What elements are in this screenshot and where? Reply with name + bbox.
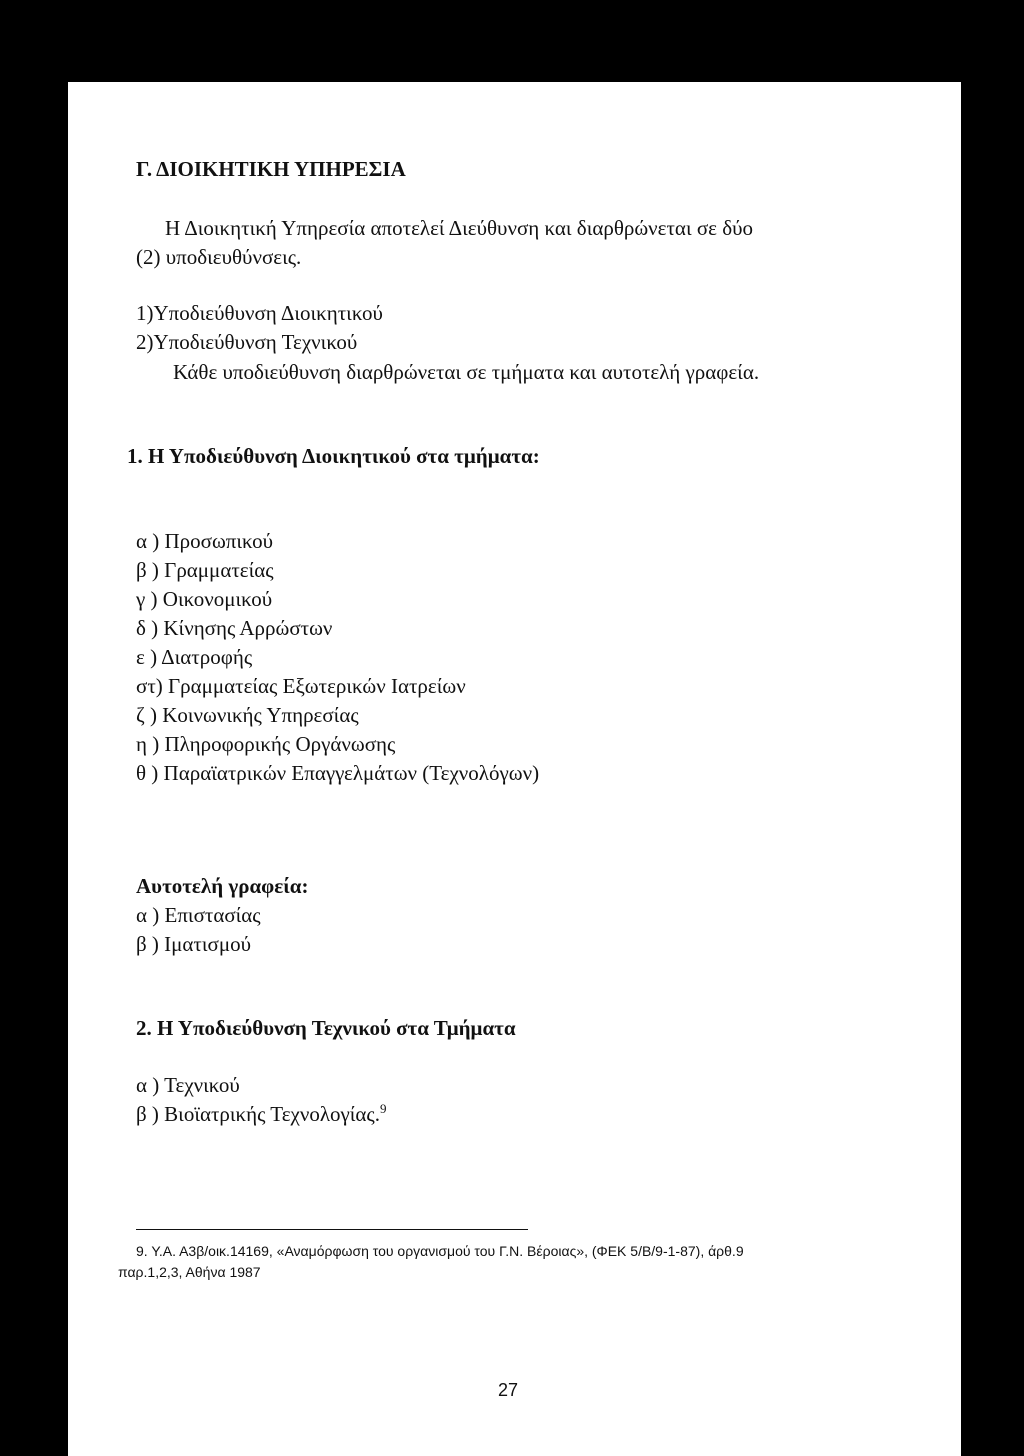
department-item: ζ ) Κοινωνικής Υπηρεσίας — [136, 703, 359, 727]
intro-line-1: Η Διοικητική Υπηρεσία αποτελεί Διεύθυνση και διαρθρώνεται σε δύο — [165, 216, 754, 240]
department-item: στ) Γραμματείας Εξωτερικών Ιατρείων — [136, 674, 466, 698]
department-item: γ ) Οικονομικού — [136, 587, 273, 611]
offices-title: Αυτοτελή γραφεία: — [136, 874, 309, 898]
document-page — [68, 82, 961, 1456]
office-item: α ) Επιστασίας — [136, 903, 261, 927]
subdirection-item: 2)Υποδιεύθυνση Τεχνικού — [136, 330, 358, 354]
footnote-line-2: παρ.1,2,3, Αθήνα 1987 — [118, 1264, 261, 1280]
structure-note: Κάθε υποδιεύθυνση διαρθρώνεται σε τμήματα και αυτοτελή γραφεία. — [173, 360, 760, 384]
department-item: δ ) Κίνησης Αρρώστων — [136, 616, 333, 640]
department-item: β ) Γραμματείας — [136, 558, 274, 582]
department-item-text: β ) Βιοϊατρικής Τεχνολογίας. — [136, 1102, 381, 1126]
department-item: θ ) Παραϊατρικών Επαγγελμάτων (Τεχνολόγων) — [136, 761, 540, 785]
subdirection-item: 1)Υποδιεύθυνση Διοικητικού — [136, 301, 383, 325]
footnote-divider — [136, 1229, 528, 1230]
footnote-reference: 9 — [380, 1101, 387, 1116]
page-number: 27 — [498, 1380, 519, 1400]
department-item: α ) Προσωπικού — [136, 529, 274, 553]
office-item: β ) Ιματισμού — [136, 932, 251, 956]
section-heading: Γ. ΔΙΟΙΚΗΤΙΚΗ ΥΠΗΡΕΣΙΑ — [136, 157, 406, 181]
department-item: η ) Πληροφορικής Οργάνωσης — [136, 732, 396, 756]
department-item: ε ) Διατροφής — [136, 645, 253, 669]
section2-title: 2. Η Υποδιεύθυνση Τεχνικού στα Τμήματα — [136, 1016, 516, 1040]
section1-title: 1. Η Υποδιεύθυνση Διοικητικού στα τμήματα: — [127, 444, 540, 468]
department-item — [136, 1101, 387, 1127]
intro-line-2: (2) υποδιευθύνσεις. — [136, 245, 302, 269]
department-item: α ) Τεχνικού — [136, 1073, 240, 1097]
footnote-line-1: 9. Υ.Α. Α3β/οικ.14169, «Αναμόρφωση του οργανισμού του Γ.Ν. Βέροιας», (ΦΕΚ 5/Β/9-1-87), άρθ.9 — [136, 1243, 744, 1259]
